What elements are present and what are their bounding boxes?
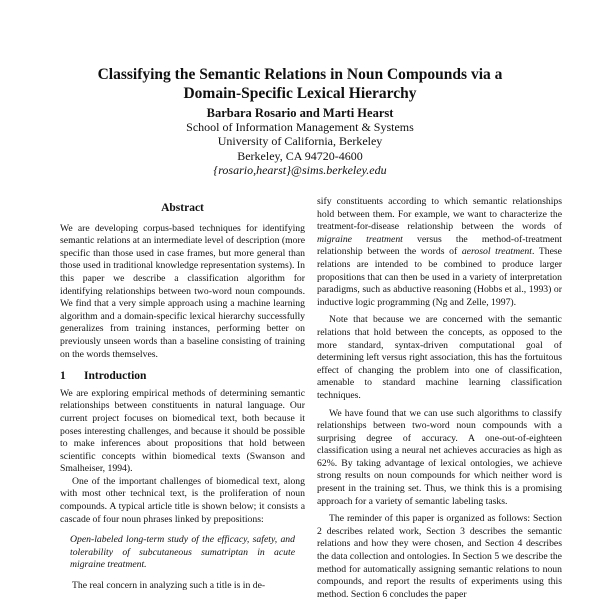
paper-title (40, 66, 560, 103)
right-p1-text-b: versus the method-of-treatment relationship between the words of (317, 233, 562, 258)
right-paragraph-2: Note that because we are concerned with the semantic relations that hold between the concepts, as opposed to the more standard, syntax-driven computational goal of determining left versus right association, this has the fortuitous effect of changing the problem into one of classification, amenable to standard machine learning classification techniques. (317, 314, 562, 401)
right-paragraph-1 (317, 196, 562, 309)
abstract-text: We are developing corpus-based techniques for identifying semantic relations at an intermediate level of description (more specific than those used in case frames, but more general than those used in traditional knowledge representation systems). In this paper we describe a classification algorithm for identifying relationships between two-word noun compounds. We find that a very simple approach using a machine learning algorithm and a domain-specific lexical hierarchy successfully generalizes from training instances, performing better on previously unseen words than a baseline consisting of training on the words themselves. (60, 222, 305, 360)
section-heading-introduction (60, 370, 305, 383)
right-p1-text-c: . These relations are intended to be combined to produce larger propositions that can then be used in a variety of interpretation paradigms, such as abductive reasoning (Hobbs et al., 1993) or inductive logic programming (Ng and Zelle, 1997). (317, 246, 562, 308)
intro-paragraph-3: The real concern in analyzing such a title is in de- (72, 580, 266, 592)
title-line-1: Classifying the Semantic Relations in Noun Compounds via a (97, 66, 503, 83)
right-column (317, 196, 562, 601)
author-block (100, 106, 500, 177)
right-paragraph-3: We have found that we can use such algorithms to classify relationships between two-word noun compounds with a surprising degree of accuracy. A one-out-of-eighteen classification using a neural net achieves accuracies as high as 62%. By taking advantage of lexical ontologies, we achieve strong results on noun compounds for which neither word is present in the training set. Thus, we think this is a promising approach for a variety of semantic labeling tasks. (317, 407, 562, 507)
intro-paragraph-2: One of the important challenges of biomedical text, along with most other technical text, is the proliferation of noun compounds. A typical article title is shown below; it consists a cascade of four noun phrases linked by prepositions: (60, 475, 305, 525)
author-affiliation: School of Information Management & Systems (186, 120, 414, 135)
author-address: Berkeley, CA 94720-4600 (237, 148, 363, 163)
title-line-2: Domain-Specific Lexical Hierarchy (183, 84, 417, 102)
right-p1-emphasis-1: migraine treatment (317, 233, 403, 245)
intro-quote: Open-labeled long-term study of the efficacy, safety, and tolerability of subcutaneous sumatriptan in acute migraine treatment. (70, 534, 295, 571)
author-university: University of California, Berkeley (217, 134, 383, 149)
right-p1-emphasis-2: aerosol treatment (461, 246, 532, 258)
right-p1-text-a: sify constituents according to which semantic relationships hold between them. For example, we want to characterize the treatment-for-disease relationship between the words of (317, 196, 562, 233)
author-email: {rosario,hearst}@sims.berkeley.edu (213, 162, 387, 177)
abstract-heading: Abstract (161, 202, 204, 214)
right-paragraph-4: The reminder of this paper is organized as follows: Section 2 describes related work, Section 3 describes the semantic relations and how they were chosen, and Section 4 describes the data collection and ontologies. In Section 5 we describe the method for automatically assigning semantic relations to noun compounds, and report the results of experiments using this method. Section 6 concludes the paper (317, 513, 562, 600)
intro-paragraph-1: We are exploring empirical methods of determining semantic relationships between constituents in natural language. Our current project focuses on biomedical text, both because it poses interesting challenges, and because it should be possible to make inferences about propositions that hold between scientific concepts within biomedical texts (Swanson and Smalheiser, 1994). (60, 387, 305, 475)
section-title: Introduction (84, 370, 147, 383)
section-number: 1 (60, 370, 66, 383)
author-names: Barbara Rosario and Marti Hearst (206, 106, 394, 120)
left-column (60, 196, 305, 593)
